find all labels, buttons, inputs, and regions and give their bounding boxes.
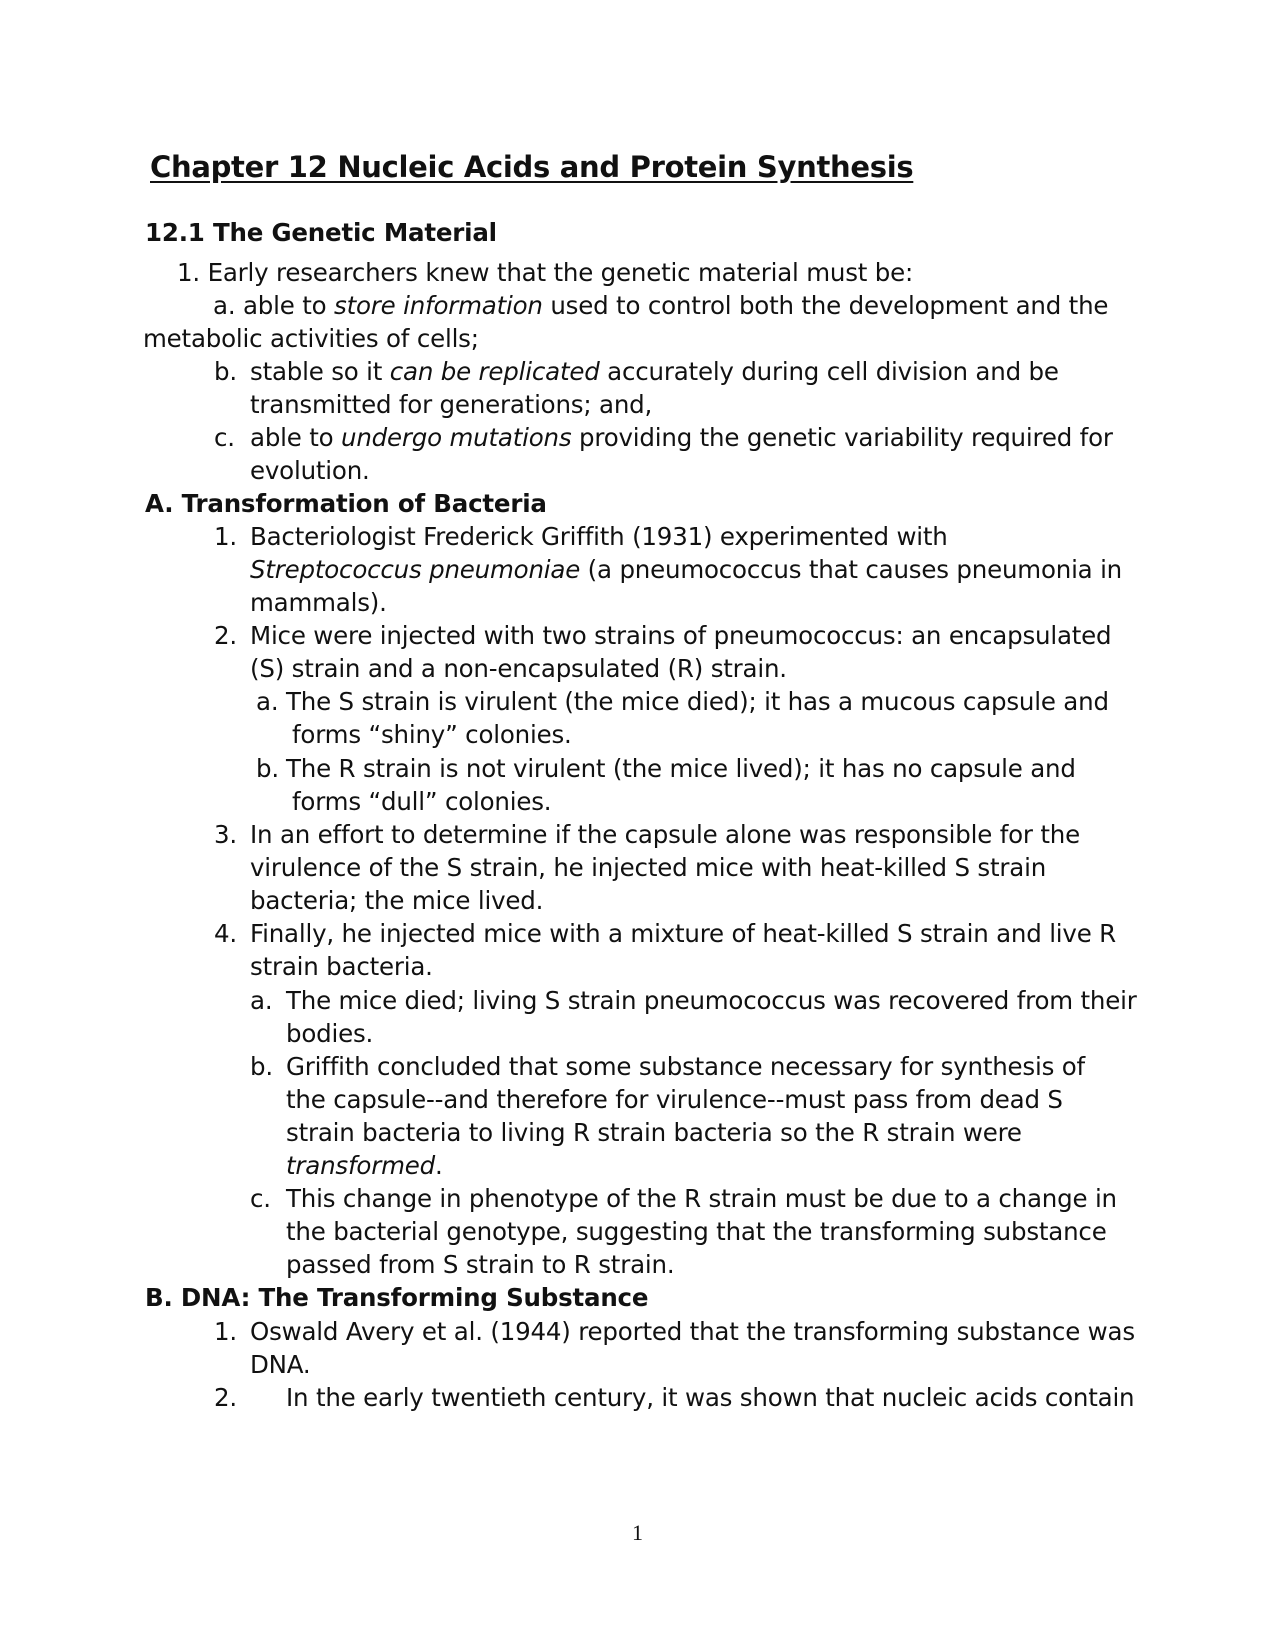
list-item-continuation: Streptococcus pneumoniae (a pneumococcus that causes pneumonia in (250, 555, 1123, 584)
section-heading-12-1: 12.1 The Genetic Material (145, 218, 497, 247)
list-item-continuation: virulence of the S strain, he injected mice with heat-killed S strain (250, 853, 1047, 882)
list-item-continuation: transmitted for generations; and, (250, 390, 653, 419)
page-number: 1 (632, 1520, 643, 1545)
list-item: Bacteriologist Frederick Griffith (1931) experimented with (250, 522, 948, 551)
list-marker: b. (256, 754, 279, 783)
list-item: stable so it can be replicated accurately during cell division and be (250, 357, 1059, 386)
list-item: The R strain is not virulent (the mice lived); it has no capsule and (286, 754, 1076, 783)
list-marker: b. (214, 357, 237, 386)
list-marker: a. (250, 986, 273, 1015)
list-item: 1. Early researchers knew that the genetic material must be: (177, 258, 914, 287)
list-item: This change in phenotype of the R strain must be due to a change in (286, 1184, 1117, 1213)
list-item-continuation: bacteria; the mice lived. (250, 886, 544, 915)
list-item: Oswald Avery et al. (1944) reported that the transforming substance was (250, 1317, 1135, 1346)
list-item: The mice died; living S strain pneumococcus was recovered from their (286, 986, 1137, 1015)
list-marker: 2. (214, 1383, 237, 1412)
list-item-continuation: strain bacteria. (250, 952, 433, 981)
list-item-continuation: evolution. (250, 456, 370, 485)
list-marker: 1. (214, 1317, 237, 1346)
list-item: Mice were injected with two strains of pneumococcus: an encapsulated (250, 621, 1112, 650)
list-item-continuation: metabolic activities of cells; (143, 324, 479, 353)
list-item: a. able to store information used to control both the development and the (213, 291, 1109, 320)
list-item-continuation: mammals). (250, 588, 387, 617)
list-marker: 3. (214, 820, 237, 849)
list-item-continuation: the bacterial genotype, suggesting that the transforming substance (286, 1217, 1107, 1246)
list-item-continuation: strain bacteria to living R strain bacteria so the R strain were (286, 1118, 1022, 1147)
list-item-continuation: forms “shiny” colonies. (292, 720, 572, 749)
list-item: In an effort to determine if the capsule alone was responsible for the (250, 820, 1080, 849)
list-marker: c. (214, 423, 235, 452)
list-item-continuation: DNA. (250, 1350, 311, 1379)
page-title: Chapter 12 Nucleic Acids and Protein Synthesis (150, 150, 914, 184)
list-item-continuation: transformed. (286, 1151, 443, 1180)
list-item: Finally, he injected mice with a mixture of heat-killed S strain and live R (250, 919, 1116, 948)
list-item: able to undergo mutations providing the genetic variability required for (250, 423, 1113, 452)
list-item: The S strain is virulent (the mice died); it has a mucous capsule and (286, 687, 1109, 716)
list-item-continuation: (S) strain and a non-encapsulated (R) strain. (250, 654, 787, 683)
section-heading-a: A. Transformation of Bacteria (145, 489, 547, 518)
list-marker: 4. (214, 919, 237, 948)
list-item: In the early twentieth century, it was shown that nucleic acids contain (286, 1383, 1135, 1412)
list-item-continuation: the capsule--and therefore for virulence--must pass from dead S (286, 1085, 1063, 1114)
list-item-continuation: passed from S strain to R strain. (286, 1250, 675, 1279)
list-marker: 2. (214, 621, 237, 650)
list-item-continuation: forms “dull” colonies. (292, 787, 552, 816)
list-item: Griffith concluded that some substance necessary for synthesis of (286, 1052, 1085, 1081)
list-marker: c. (250, 1184, 271, 1213)
list-marker: a. (256, 687, 279, 716)
list-item-continuation: bodies. (286, 1019, 374, 1048)
list-marker: 1. (214, 522, 237, 551)
section-heading-b: B. DNA: The Transforming Substance (145, 1283, 649, 1312)
list-marker: b. (250, 1052, 273, 1081)
